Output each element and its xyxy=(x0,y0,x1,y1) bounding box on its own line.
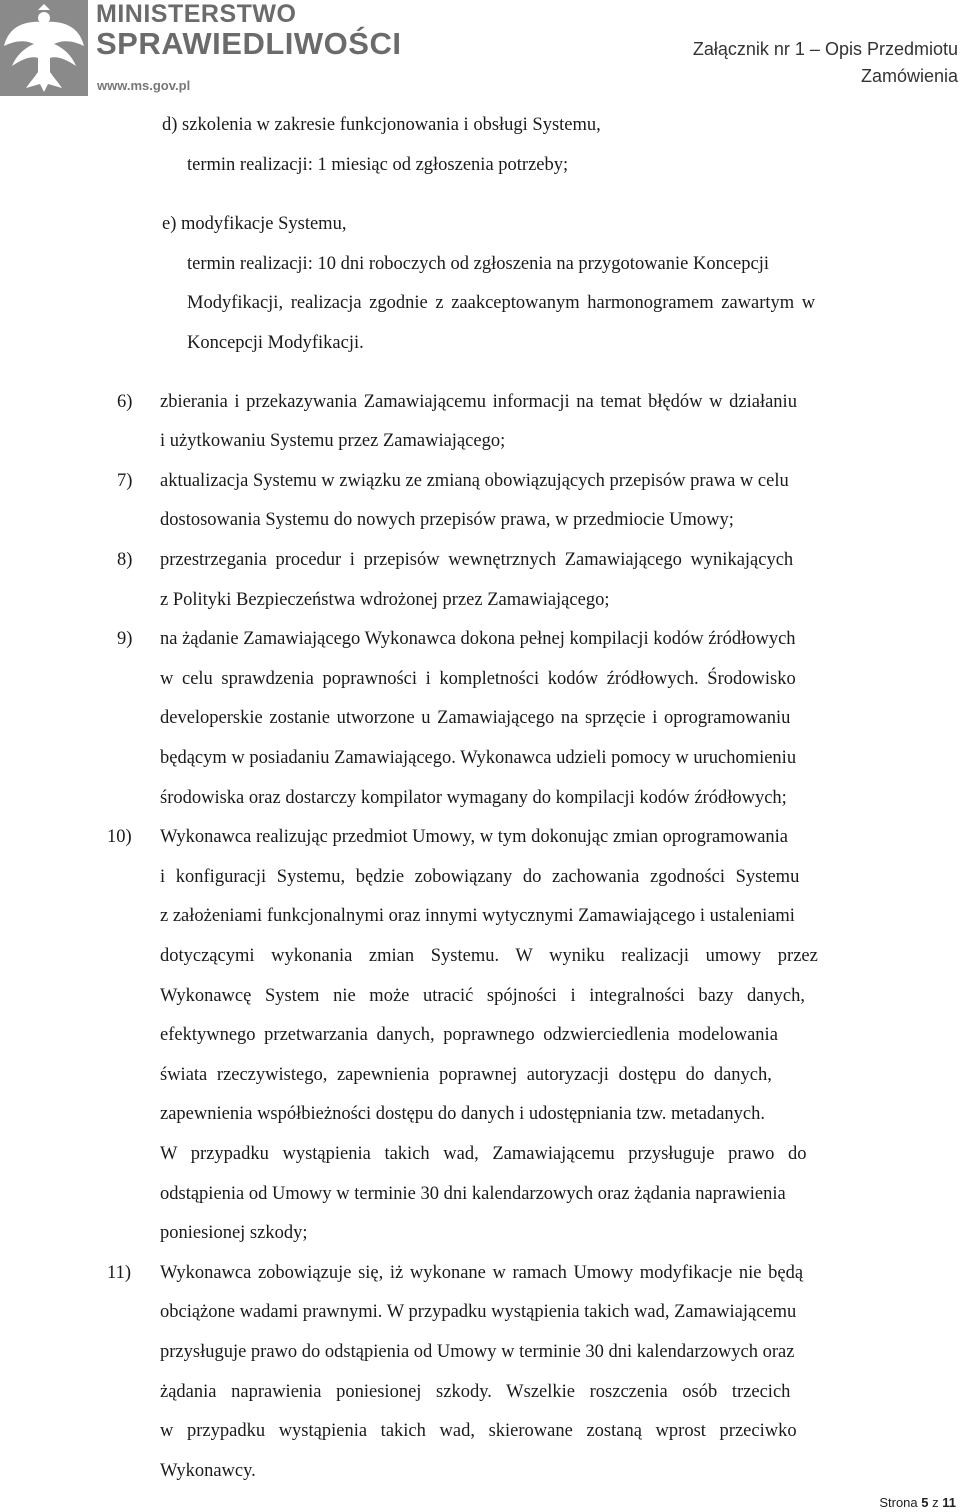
item-8-line: przestrzegania procedur i przepisów wewnętrznych Zamawiającego wynikających xyxy=(160,550,794,570)
attachment-title-line2: Zamówienia xyxy=(860,66,958,86)
item-10-line: Wykonawca realizując przedmiot Umowy, w tym dokonując zmian oprogramowania xyxy=(160,827,789,847)
page-total: 11 xyxy=(942,1495,956,1510)
item-number: 7) xyxy=(117,471,133,491)
list-item-e xyxy=(162,212,346,236)
item-10-line: Wykonawcę System nie może utracić spójności i integralności bazy danych, xyxy=(160,986,805,1006)
item-10-line: poniesionej szkody; xyxy=(160,1223,308,1243)
page-current: 5 xyxy=(921,1495,929,1510)
item-10-line: W przypadku wystąpienia takich wad, Zamawiającemu przysługuje prawo do xyxy=(160,1144,807,1164)
item-7-line: dostosowania Systemu do nowych przepisów prawa, w przedmiocie Umowy; xyxy=(160,510,734,530)
item-d-line: termin realizacji: 1 miesiąc od zgłoszenia potrzeby; xyxy=(187,155,569,175)
item-9-line: w celu sprawdzenia poprawności i kompletności kodów źródłowych. Środowisko xyxy=(160,669,796,689)
item-11-line: w przypadku wystąpienia takich wad, skierowane zostaną wprost przeciwko xyxy=(160,1421,797,1441)
item-10-line: zapewnienia współbieżności dostępu do danych i udostępniania tzw. metadanych. xyxy=(160,1104,766,1124)
item-number: 11) xyxy=(107,1263,131,1283)
item-text: szkolenia w zakresie funkcjonowania i obsługi Systemu, xyxy=(182,115,601,135)
item-e-line-text: Modyfikacji, realizacja zgodnie z zaakceptowanym harmonogramem zawartym w xyxy=(187,293,816,313)
item-label: d) xyxy=(162,115,178,135)
item-number: 8) xyxy=(117,550,133,570)
item-7-line: aktualizacja Systemu w związku ze zmianą obowiązujących przepisów prawa w celu xyxy=(160,471,789,491)
item-11-line: przysługuje prawo do odstąpienia od Umowy w terminie 30 dni kalendarzowych oraz xyxy=(160,1342,795,1362)
item-e-line: termin realizacji: 10 dni roboczych od zgłoszenia na przygotowanie Koncepcji xyxy=(187,254,770,274)
ministry-name-line2: SPRAWIEDLIWOŚCI xyxy=(96,26,402,61)
item-9-line: środowiska oraz dostarczy kompilator wymagany do kompilacji kodów źródłowych; xyxy=(160,788,787,808)
item-e-line: Koncepcji Modyfikacji. xyxy=(187,333,364,353)
item-10-line: dotyczącymi wykonania zmian Systemu. W wyniku realizacji umowy przez xyxy=(160,946,818,966)
page-separator: z xyxy=(932,1495,939,1510)
item-10-line: z założeniami funkcjonalnymi oraz innymi wytycznymi Zamawiającego i ustaleniami xyxy=(160,906,795,926)
item-6-line: i użytkowaniu Systemu przez Zamawiającego; xyxy=(160,431,506,451)
item-8-line: z Polityki Bezpieczeństwa wdrożonej przez Zamawiającego; xyxy=(160,590,610,610)
item-e-line xyxy=(187,291,958,315)
item-number: 9) xyxy=(117,629,133,649)
ministry-url: www.ms.gov.pl xyxy=(97,78,191,93)
item-10-line: świata rzeczywistego, zapewnienia poprawnej autoryzacji dostępu do danych, xyxy=(160,1065,772,1085)
item-10-line: odstąpienia od Umowy w terminie 30 dni kalendarzowych oraz żądania naprawienia xyxy=(160,1184,786,1204)
list-item-d xyxy=(162,113,601,137)
item-text: modyfikacje Systemu, xyxy=(181,214,347,234)
item-11-line: Wykonawca zobowiązuje się, iż wykonane w ramach Umowy modyfikacje nie będą xyxy=(160,1263,804,1283)
page-label: Strona xyxy=(879,1495,918,1510)
item-11-line: obciążone wadami prawnymi. W przypadku wystąpienia takich wad, Zamawiającemu xyxy=(160,1302,797,1322)
item-number: 6) xyxy=(117,392,133,412)
item-9-line: na żądanie Zamawiającego Wykonawca dokona pełnej kompilacji kodów źródłowych xyxy=(160,629,796,649)
item-label: e) xyxy=(162,214,177,234)
item-11-line: Wykonawcy. xyxy=(160,1461,256,1481)
item-10-line: efektywnego przetwarzania danych, poprawnego odzwierciedlenia modelowania xyxy=(160,1025,778,1045)
ministry-name-line1: MINISTERSTWO xyxy=(96,0,297,28)
page-number xyxy=(879,1495,956,1510)
attachment-title-line1: Załącznik nr 1 – Opis Przedmiotu xyxy=(692,39,958,59)
item-9-line: developerskie zostanie utworzone u Zamawiającego na sprzęcie i oprogramowaniu xyxy=(160,708,791,728)
item-9-line: będącym w posiadaniu Zamawiającego. Wykonawca udzieli pomocy w uruchomieniu xyxy=(160,748,797,768)
item-6-line: zbierania i przekazywania Zamawiającemu informacji na temat błędów w działaniu xyxy=(160,392,797,412)
item-10-line: i konfiguracji Systemu, będzie zobowiązany do zachowania zgodności Systemu xyxy=(160,867,800,887)
item-11-line: żądania naprawienia poniesionej szkody. Wszelkie roszczenia osób trzecich xyxy=(160,1382,791,1402)
item-number: 10) xyxy=(107,827,132,847)
